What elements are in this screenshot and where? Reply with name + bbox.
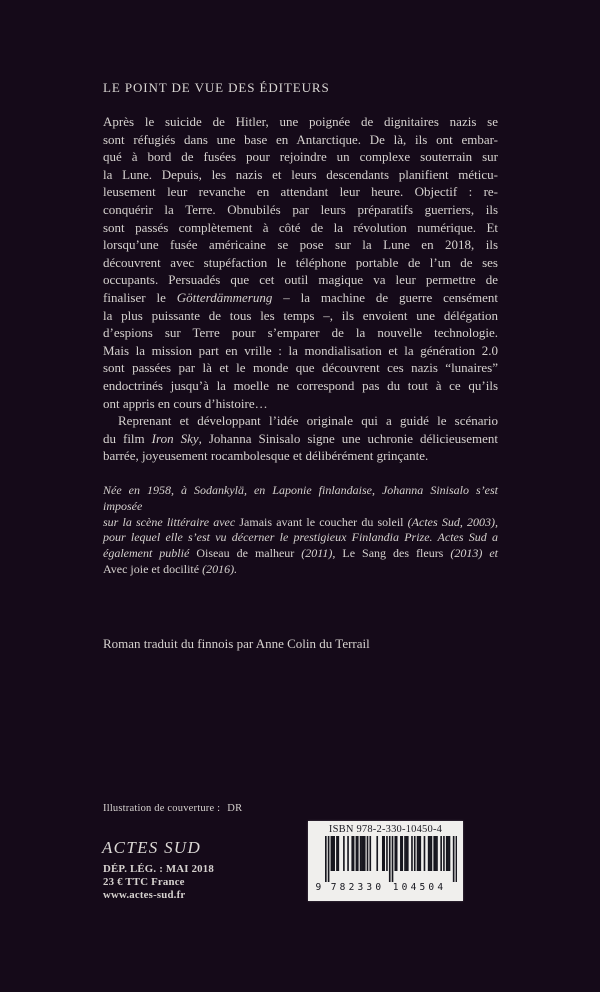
bio-line: Née en 1958, à Sodankylä, en Laponie finlandaise, Johanna Sinisalo s’est imposée [103,483,498,513]
barcode-digits-left: 782330 [330,882,385,893]
text-run: sur la scène littéraire avec [103,514,240,529]
synopsis-line: sont passés complètement à côté de la révolution numérique. Et [103,219,498,235]
synopsis-line: qué à bord de fusées pour rejoindre un complexe souterrain sur [103,149,498,165]
legal-block [103,863,214,902]
synopsis-line [103,289,498,307]
ean13-barcode [315,836,457,896]
isbn-barcode-box [308,821,463,901]
text-run: (2016). [202,561,238,576]
book-title-avec-joie: Avec joie et docilité [103,561,203,576]
synopsis-line: occupants. Persuadés que cet outil magique va leur permettre de [103,272,498,288]
bio-line: pour lequel elle s’est vu décerner le prestigieux Finlandia Prize. Actes Sud a [103,530,498,545]
text-run: (2013) et [450,546,499,561]
synopsis-line: découvrent avec stupéfaction le téléphone portable de l’un de ses [103,254,498,270]
synopsis-line: endoctrinés jusqu’à la moelle ne correspond pas du tout à ce qu’ils [103,377,498,393]
barcode-digits-right: 104504 [392,882,447,893]
isbn-label: ISBN 978-2-330-10450-4 [328,824,443,835]
text-run: également publié [103,546,197,561]
synopsis-line: lorsqu’une fusée américaine se pose sur la Lune en 2018, ils [103,237,498,253]
barcode-bars [325,836,457,882]
book-title-gotterdammerung: Götterdämmerung [176,289,273,305]
synopsis-line: Après le suicide de Hitler, une poignée de dignitaires nazis se [103,114,498,129]
author-bio [103,483,498,578]
publisher-website: www.actes-sud.fr [103,889,186,901]
book-title-jamais-avant: Jamais avant le coucher du soleil [239,514,408,529]
cover-illustration-credit [103,803,242,814]
synopsis-line: conquérir la Terre. Obnubilés par leurs préparatifs guerriers, ils [103,201,498,217]
book-title-oiseau-de-malheur: Oiseau de malheur [196,546,302,561]
illustration-credit-label: Illustration de couverture : [103,803,221,814]
barcode-digit-first: 9 [315,882,322,893]
synopsis-line: Reprenant et développant l’idée originale qui a guidé le scénario [118,413,498,429]
synopsis-line: la plus puissante de tous les temps –, ils envoient une délégation [103,307,498,323]
synopsis-line: d’espions sur Terre pour s’emparer de la nouvelle technologie. [103,325,498,341]
synopsis-line: sont réfugiés dans une base en Antarctique. De là, ils ont embar- [103,131,498,147]
synopsis-line: ont appris en cours d’histoire… [103,395,268,411]
bio-line [103,515,498,531]
synopsis-line: leusement leur revanche en attendant leur heure. Objectif : re- [103,184,498,200]
bio-line [103,546,498,562]
price: 23 € TTC France [103,876,185,888]
synopsis-text [103,113,498,465]
book-title-le-sang-des-fleurs: Le Sang des fleurs [342,546,451,561]
publisher-logotype: ACTES SUD [102,838,202,857]
synopsis-line: sont passées par là et le monde que découvrent ces nazis “lunaires” [103,360,498,376]
synopsis-line: barrée, joyeusement rocambolesque et délibérément grinçante. [103,448,429,464]
translation-note: Roman traduit du finnois par Anne Colin du Terrail [103,636,370,651]
text-run: – la machine de guerre censément [272,289,498,305]
text-run: finaliser le [103,289,177,305]
bio-line [103,562,498,578]
editors-viewpoint-heading: LE POINT DE VUE DES ÉDITEURS [103,80,330,95]
synopsis-line: la Lune. Depuis, les nazis et leurs descendants planifient méticu- [103,166,498,182]
synopsis-line [103,430,498,448]
text-run: du film [103,430,152,446]
film-title-iron-sky: Iron Sky [151,430,199,446]
text-run: (2011), [301,546,343,561]
text-run: , Johanna Sinisalo signe une uchronie délicieusement [198,430,499,446]
illustration-credit-value: DR [227,803,243,814]
synopsis-line: Mais la mission part en vrille : la mondialisation et la génération 2.0 [103,342,498,358]
legal-deposit: DÉP. LÉG. : MAI 2018 [103,863,214,875]
text-run: (Actes Sud, 2003), [407,514,498,529]
